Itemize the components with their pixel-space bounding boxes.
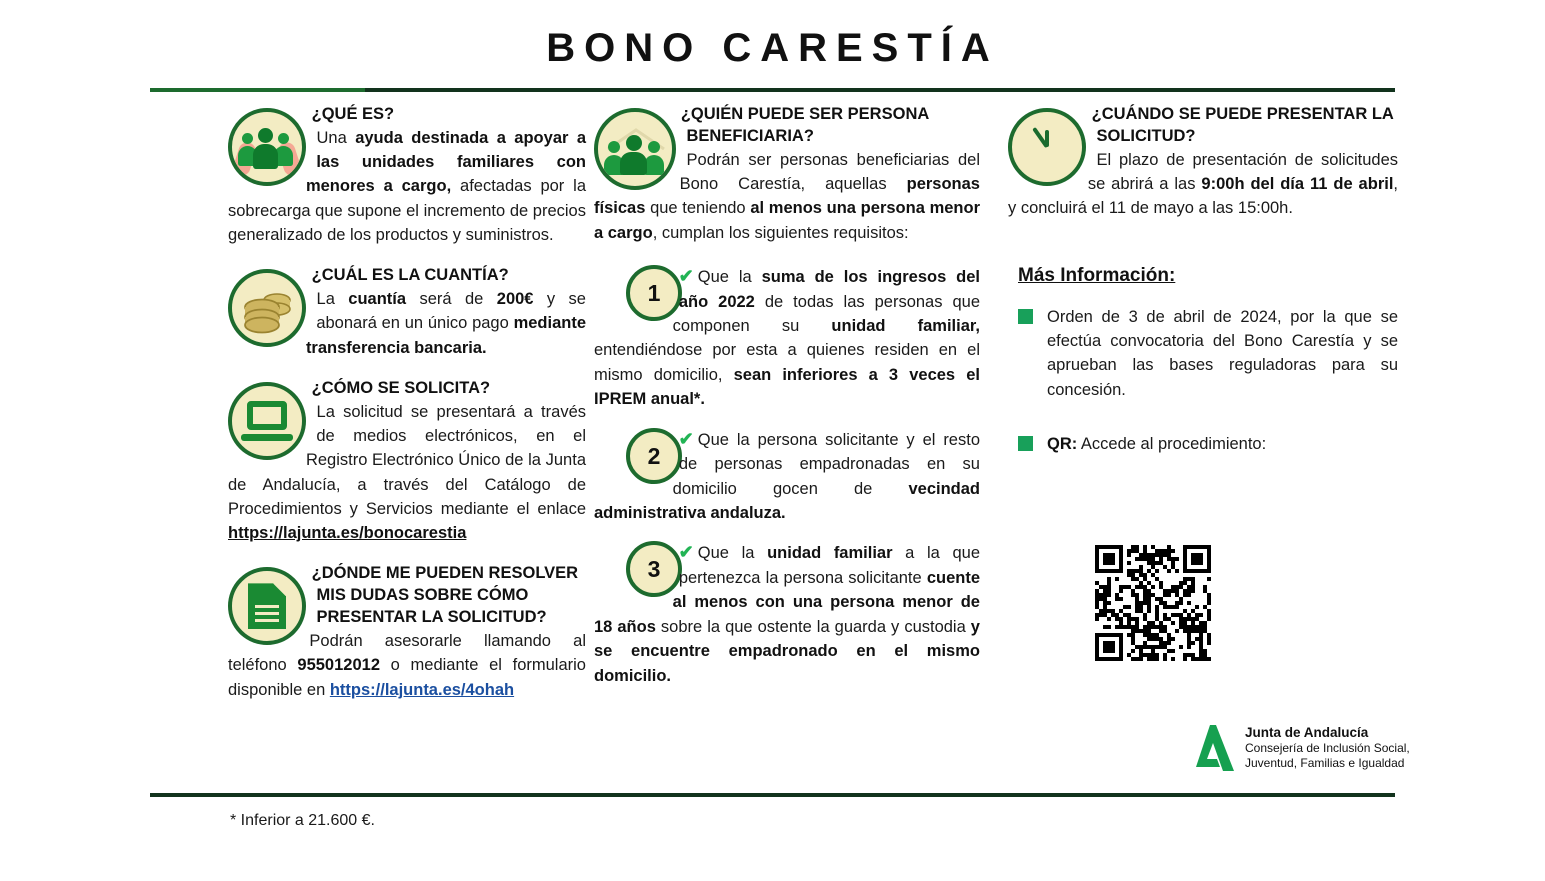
coins-icon: [228, 269, 306, 347]
section-dudas: [228, 563, 586, 702]
coins-glyph: [232, 273, 302, 343]
column-deadline-info: [1008, 104, 1398, 487]
laptop-icon: [228, 382, 306, 460]
check-icon: ✔: [678, 428, 694, 449]
section-body: El plazo de presentación de solicitudes se abrirá a las 9:00h del día 11 de abril, y concluirá el 11 de mayo a las 15:00h.: [1008, 150, 1398, 218]
requirement-number-2: 2: [626, 428, 682, 484]
section-cuando-presentar: [1008, 104, 1398, 221]
info-bullet-order: [1008, 305, 1398, 403]
requirement-body: ✔ Que la suma de los ingresos del año 2022 de todas las personas que componen su unidad familiar, entendiéndose por esta a quienes residen en el mismo domicilio, sean inferiores a 3 veces el IPREM anual*.: [594, 265, 981, 409]
section-quien-beneficiaria: [594, 104, 980, 245]
column-what-is-it: [228, 104, 586, 720]
clock-icon: [1008, 108, 1086, 186]
section-heading: ¿CUÁL ES LA CUANTÍA?: [311, 266, 509, 285]
check-icon: ✔: [678, 542, 694, 563]
requirement-number-1: 1: [626, 265, 682, 321]
square-bullet-icon: [1018, 436, 1033, 451]
requirement-item: [594, 263, 980, 412]
column-beneficiaries: [594, 104, 980, 702]
section-body: Una ayuda destinada a apoyar a las unidades familiares con menores a cargo, afectadas por la sobrecarga que supone el incremento de precios generalizado de los productos y suministros.: [228, 128, 587, 244]
square-bullet-icon: [1018, 309, 1033, 324]
section-body: Podrán asesorarle llamando al teléfono 955012012 o mediante el formulario disponible en https://lajunta.es/4ohah: [228, 632, 586, 699]
document-icon: [228, 567, 306, 645]
section-heading: ¿DÓNDE ME PUEDEN RESOLVER MIS DUDAS SOBRE CÓMO PRESENTAR LA SOLICITUD?: [311, 564, 579, 627]
people-house-icon: [594, 108, 676, 190]
info-bullet-qr: [1008, 432, 1398, 456]
info-bullet-text: Orden de 3 de abril de 2024, por la que se efectúa convocatoria del Bono Carestía y se aprueban las bases reguladoras para su concesión.: [1047, 307, 1398, 399]
requirement-item: [594, 426, 980, 526]
junta-andalucia-logo: [1190, 723, 1410, 773]
section-que-es: [228, 104, 586, 247]
footnote: * Inferior a 21.600 €.: [230, 812, 375, 829]
logo-org-name: Junta de Andalucía: [1245, 724, 1369, 740]
requirement-number-3: 3: [626, 541, 682, 597]
qr-code[interactable]: [1095, 545, 1211, 661]
section-como-se-solicita: [228, 378, 586, 545]
section-heading: ¿QUIÉN PUEDE SER PERSONA BENEFICIARIA?: [680, 105, 929, 145]
section-cuantia: [228, 265, 586, 360]
logo-department-line2: Juventud, Familias e Igualdad: [1245, 756, 1405, 771]
section-body: La solicitud se presentará a través de medios electrónicos, en el Registro Electrónico Único de la Junta de Andalucía, a través del Catálogo de Procedimientos y Servicios mediante el enlace https://lajunta.es/bonocarestia: [228, 402, 586, 543]
section-body: Podrán ser personas beneficiarias del Bono Carestía, aquellas personas físicas que teniendo al menos una persona menor a cargo, cumplan los siguientes requisitos:: [594, 150, 980, 242]
family-hands-icon: [228, 108, 306, 186]
more-info-heading: Más Información:: [1018, 264, 1176, 286]
section-body: La cuantía será de 200€ y se abonará en un único pago mediante transferencia bancaria.: [305, 290, 586, 357]
page-title: BONO CARESTÍA: [546, 26, 999, 70]
requirement-body: ✔ Que la persona solicitante y el resto de personas empadronadas en su domicilio gocen de vecindad administrativa andaluza.: [594, 428, 980, 522]
requirement-item: [594, 539, 980, 688]
bottom-divider: [150, 793, 1395, 797]
andalucia-a-icon: [1190, 723, 1236, 773]
check-icon: ✔: [678, 265, 694, 286]
section-heading: ¿CÓMO SE SOLICITA?: [311, 378, 491, 397]
info-bullet-text: QR: Accede al procedimiento:: [1047, 435, 1267, 454]
section-heading: ¿QUÉ ES?: [311, 105, 395, 123]
requirement-body: ✔ Que la unidad familiar a la que pertenezca la persona solicitante cuente al menos con una persona menor de 18 años sobre la que ostente la guarda y custodia y se encuentre empadronado en el mismo domicilio.: [594, 542, 980, 685]
top-divider-accent: [150, 88, 365, 92]
section-heading: ¿CUÁNDO SE PUEDE PRESENTAR LA SOLICITUD?: [1091, 105, 1394, 145]
logo-department-line1: Consejería de Inclusión Social,: [1245, 741, 1410, 756]
